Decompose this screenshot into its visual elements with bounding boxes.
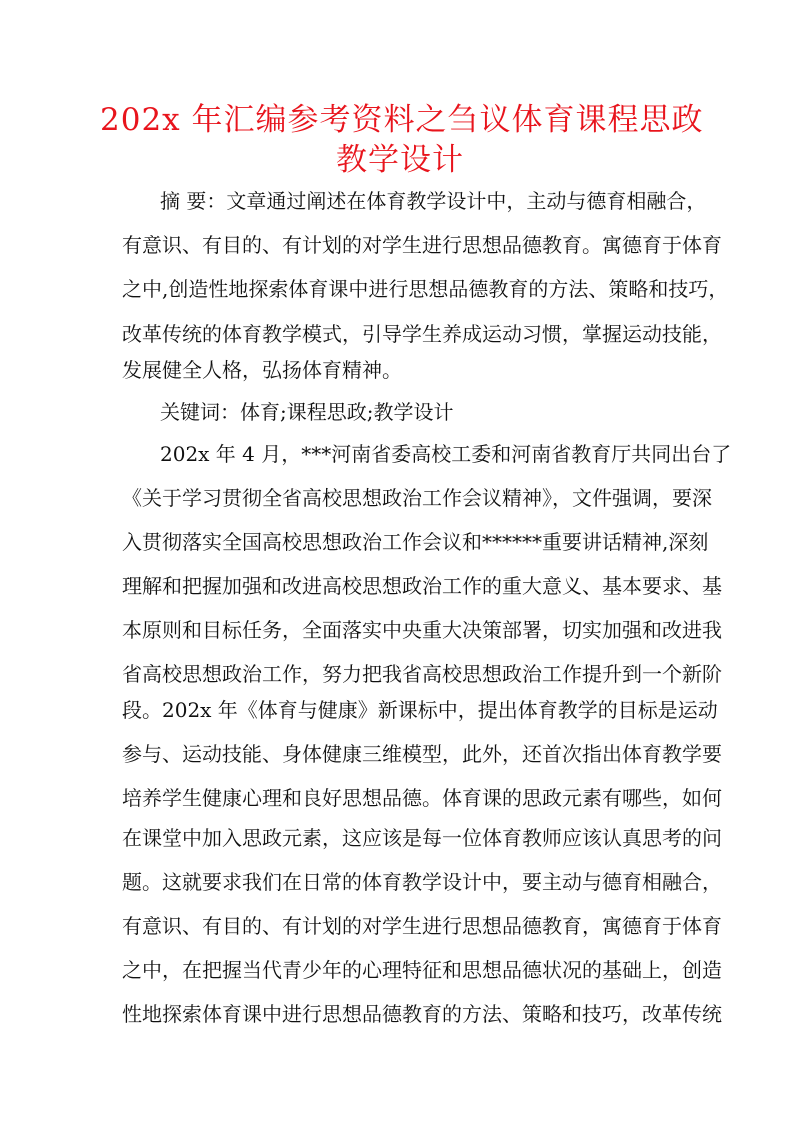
document-title-line-1: 202x 年汇编参考资料之刍议体育课程思政 <box>100 102 704 138</box>
body-line: 段。202x 年《体育与健康》新课标中，提出体育教学的目标是运动 <box>122 698 718 722</box>
abstract-line: 摘 要：文章通过阐述在体育教学设计中，主动与德育相融合， <box>160 189 707 213</box>
body-line: 培养学生健康心理和良好思想品德。体育课的思政元素有哪些，如何 <box>122 786 722 810</box>
body-line: 《关于学习贯彻全省高校思想政治工作会议精神》，文件强调，要深 <box>122 486 712 510</box>
body-line: 题。这就要求我们在日常的体育教学设计中，要主动与德育相融合， <box>122 870 722 894</box>
body-line: 有意识、有目的、有计划的对学生进行思想品德教育，寓德育于体育 <box>122 914 722 938</box>
document-title-line-2: 教学设计 <box>336 142 464 178</box>
body-line: 性地探索体育课中进行思想品德教育的方法、策略和技巧，改革传统 <box>122 1002 722 1026</box>
body-line: 本原则和目标任务，全面落实中央重大决策部署，切实加强和改进我 <box>122 618 722 642</box>
body-line: 202x 年 4 月，***河南省委高校工委和河南省教育厅共同出台了 <box>160 442 732 466</box>
body-line: 之中，在把握当代青少年的心理特征和思想品德状况的基础上，创造 <box>122 958 722 982</box>
abstract-line: 之中,创造性地探索体育课中进行思想品德教育的方法、策略和技巧， <box>122 277 729 301</box>
abstract-line: 改革传统的体育教学模式，引导学生养成运动习惯，掌握运动技能， <box>122 322 722 346</box>
abstract-line: 有意识、有目的、有计划的对学生进行思想品德教育。寓德育于体育 <box>122 233 722 257</box>
keywords: 关键词：体育;课程思政;教学设计 <box>160 400 454 424</box>
body-line: 理解和把握加强和改进高校思想政治工作的重大意义、基本要求、基 <box>122 574 722 598</box>
body-line: 省高校思想政治工作，努力把我省高校思想政治工作提升到一个新阶 <box>122 662 722 686</box>
body-line: 入贯彻落实全国高校思想政治工作会议和******重要讲话精神,深刻 <box>122 530 709 554</box>
body-line: 在课堂中加入思政元素，这应该是每一位体育教师应该认真思考的问 <box>122 826 722 850</box>
abstract-line: 发展健全人格，弘扬体育精神。 <box>122 358 402 382</box>
body-line: 参与、运动技能、身体健康三维模型，此外，还首次指出体育教学要 <box>122 742 722 766</box>
